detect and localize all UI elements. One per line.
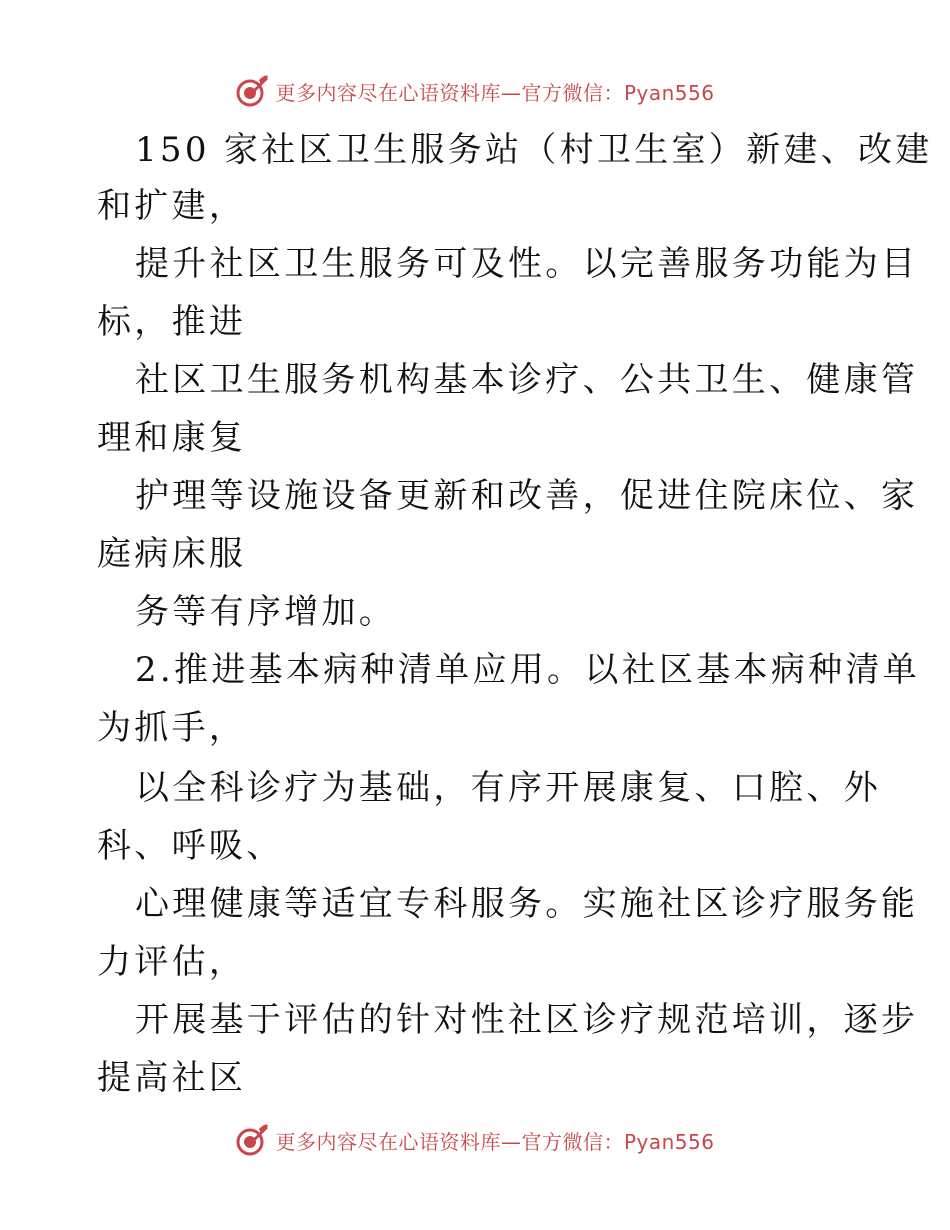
text-line-4: 标，推进 <box>97 302 247 342</box>
text-line-17: 提高社区 <box>97 1058 247 1098</box>
text-line-3: 提升社区卫生服务可及性。以完善服务功能为目 <box>135 244 919 284</box>
footer-banner-text: 更多内容尽在心语资料库—官方微信：Pyan556 <box>275 1129 715 1154</box>
text-line-9: 务等有序增加。 <box>135 592 397 632</box>
text-line-6: 理和康复 <box>97 418 247 458</box>
text-line-15: 力评估， <box>97 942 247 982</box>
text-line-2: 和扩建， <box>97 186 247 226</box>
text-line-14: 心理健康等适宜专科服务。实施社区诊疗服务能 <box>135 884 919 924</box>
text-line-11: 为抓手， <box>97 708 247 748</box>
footer-banner <box>0 1120 950 1160</box>
text-line-16: 开展基于评估的针对性社区诊疗规范培训，逐步 <box>135 1000 919 1040</box>
text-line-1: 150 家社区卫生服务站（村卫生室）新建、改建 <box>135 130 933 170</box>
quill-pen-seal-icon <box>235 74 269 108</box>
quill-pen-seal-icon <box>235 1123 269 1157</box>
text-line-7: 护理等设施设备更新和改善，促进住院床位、家 <box>135 476 919 516</box>
text-line-12: 以全科诊疗为基础，有序开展康复、口腔、外 <box>135 768 881 808</box>
text-line-13: 科、呼吸、 <box>97 826 284 866</box>
header-banner-text: 更多内容尽在心语资料库—官方微信：Pyan556 <box>275 80 715 105</box>
header-banner <box>0 71 950 111</box>
text-line-10: 2.推进基本病种清单应用。以社区基本病种清单 <box>135 650 921 690</box>
text-line-8: 庭病床服 <box>97 534 247 574</box>
text-line-5: 社区卫生服务机构基本诊疗、公共卫生、健康管 <box>135 360 919 400</box>
